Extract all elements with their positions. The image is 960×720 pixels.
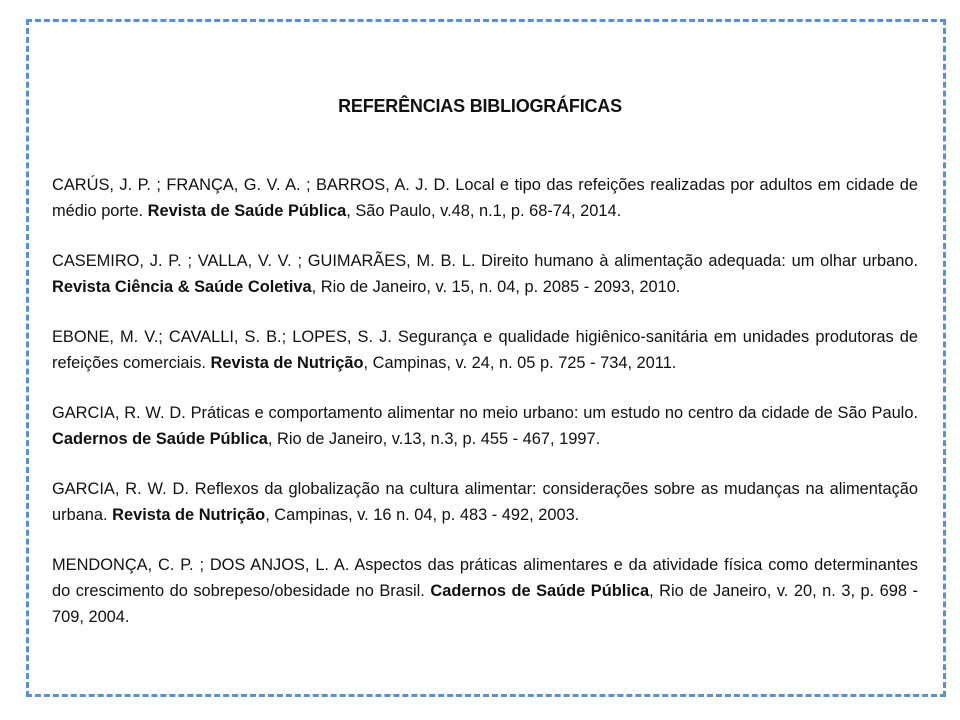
reference-details: , Campinas, v. 16 n. 04, p. 483 - 492, 2003. [265,506,580,524]
reference-item [52,324,918,376]
reference-details: , São Paulo, v.48, n.1, p. 68-74, 2014. [346,202,622,220]
reference-journal: Revista Ciência & Saúde Coletiva [52,278,312,296]
reference-text: MENDONÇA, C. P. ; DOS ANJOS, L. A. Aspectos das práticas alimentares e da atividade física como determinantes do crescimento do sobrepeso/obesidade no Brasil. [52,556,918,600]
reference-journal: Revista de Saúde Pública [147,202,347,220]
reference-list [52,172,918,654]
reference-item [52,476,918,528]
reference-details: , Rio de Janeiro, v. 15, n. 04, p. 2085 - 2093, 2010. [311,278,681,296]
page-title: REFERÊNCIAS BIBLIOGRÁFICAS [338,96,622,116]
reference-journal: Revista de Nutrição [210,354,364,372]
reference-details: , Campinas, v. 24, n. 05 p. 725 - 734, 2011. [363,354,677,372]
reference-text: CARÚS, J. P. ; FRANÇA, G. V. A. ; BARROS, A. J. D. Local e tipo das refeições realizadas por adultos em cidade de médio porte. [52,176,918,220]
reference-details: , Rio de Janeiro, v.13, n.3, p. 455 - 467, 1997. [267,430,601,448]
reference-text: GARCIA, R. W. D. Reflexos da globalização na cultura alimentar: considerações sobre as mudanças na alimentação urbana. [52,480,918,524]
reference-text: GARCIA, R. W. D. Práticas e comportamento alimentar no meio urbano: um estudo no centro da cidade de São Paulo. [52,404,918,422]
reference-journal: Revista de Nutrição [112,506,266,524]
reference-item [52,552,918,630]
reference-journal: Cadernos de Saúde Pública [52,430,268,448]
reference-details: , Rio de Janeiro, v. 20, n. 3, p. 698 - 709, 2004. [52,582,918,626]
reference-journal: Cadernos de Saúde Pública [430,582,650,600]
reference-text: EBONE, M. V.; CAVALLI, S. B.; LOPES, S. J. Segurança e qualidade higiênico-sanitária em unidades produtoras de refeições comerciais. [52,328,918,372]
reference-text: CASEMIRO, J. P. ; VALLA, V. V. ; GUIMARÃES, M. B. L. Direito humano à alimentação adequada: um olhar urbano. [52,252,918,270]
reference-item [52,400,918,452]
reference-item [52,248,918,300]
reference-item [52,172,918,224]
